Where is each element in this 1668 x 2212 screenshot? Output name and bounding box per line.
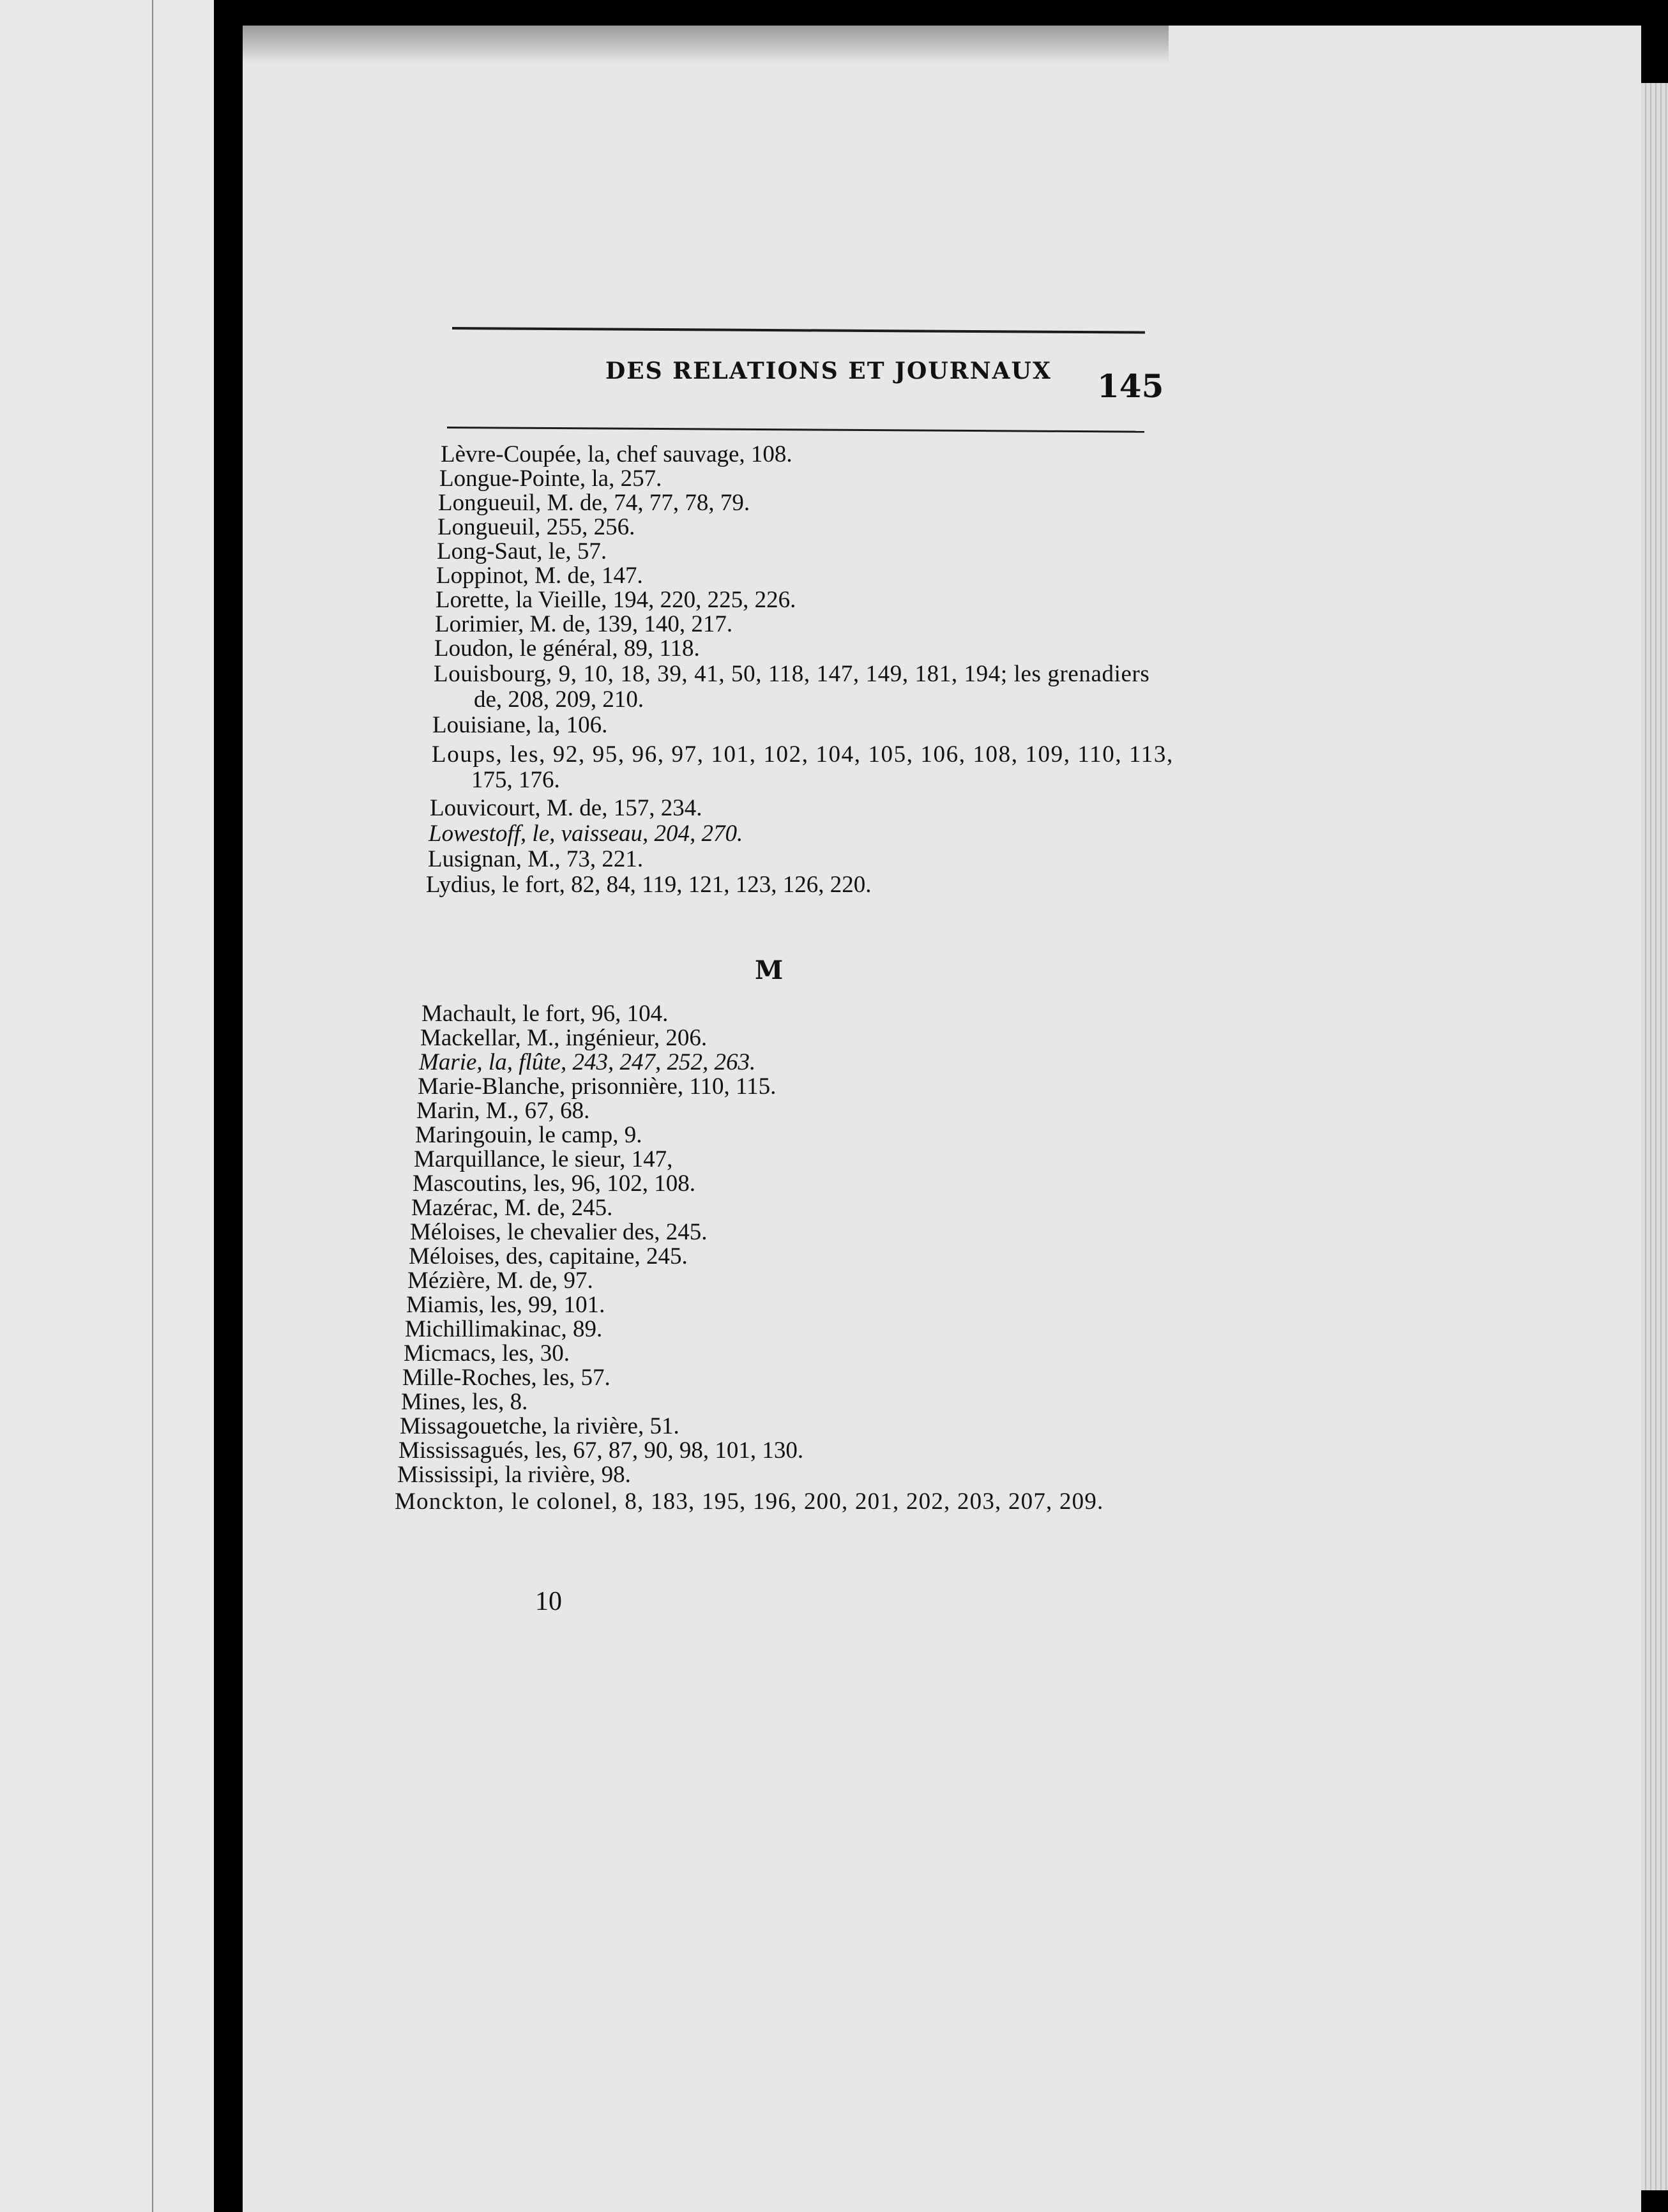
index-entry-continuation: de, 208, 209, 210. <box>474 686 644 713</box>
index-entry: Lowestoff, le, vaisseau, 204, 270. <box>428 821 743 847</box>
index-entry: Longueuil, M. de, 74, 77, 78, 79. <box>438 490 750 516</box>
signature-mark: 10 <box>535 1587 562 1616</box>
index-entry: Méloises, des, capitaine, 245. <box>409 1243 688 1269</box>
running-head: DES RELATIONS ET JOURNAUX <box>605 358 1052 384</box>
index-entry: Maringouin, le camp, 9. <box>415 1122 642 1148</box>
index-entry: Monckton, le colonel, 8, 183, 195, 196, 200, 201, 202, 203, 207, 209. <box>395 1489 1104 1515</box>
index-entry: Louvicourt, M. de, 157, 234. <box>430 795 702 821</box>
index-entry: Loppinot, M. de, 147. <box>436 563 643 589</box>
index-entry: Louisbourg, 9, 10, 18, 39, 41, 50, 118, 147, 149, 181, 194; les grenadiers <box>434 661 1150 687</box>
index-entry: Mines, les, 8. <box>401 1389 528 1415</box>
index-entry: Mézière, M. de, 97. <box>407 1268 593 1294</box>
index-entry: Lusignan, M., 73, 221. <box>428 846 644 872</box>
index-entry: Longue-Pointe, la, 257. <box>439 466 662 492</box>
index-entry: Micmacs, les, 30. <box>404 1340 570 1367</box>
index-entry: Mackellar, M., ingénieur, 206. <box>420 1025 708 1051</box>
section-letter: M <box>755 955 784 985</box>
index-entry: Mille-Roches, les, 57. <box>402 1365 610 1391</box>
index-entry: Missagouetche, la rivière, 51. <box>400 1413 679 1439</box>
index-entry: Marquillance, le sieur, 147, <box>414 1146 673 1172</box>
index-entry: Long-Saut, le, 57. <box>437 538 607 564</box>
index-entry: Machault, le fort, 96, 104. <box>421 1001 669 1027</box>
index-entry: Mississipi, la rivière, 98. <box>397 1462 631 1488</box>
index-entry-continuation: 175, 176. <box>471 767 560 793</box>
index-entry: Michillimakinac, 89. <box>405 1316 603 1342</box>
index-entry: Méloises, le chevalier des, 245. <box>410 1219 708 1245</box>
index-entry: Lorette, la Vieille, 194, 220, 225, 226. <box>436 587 796 613</box>
index-entry: Mississagués, les, 67, 87, 90, 98, 101, 130. <box>398 1437 804 1464</box>
index-entry: Mascoutins, les, 96, 102, 108. <box>413 1170 695 1197</box>
index-entry: Lydius, le fort, 82, 84, 119, 121, 123, 126, 220. <box>426 872 872 898</box>
index-entry: Marie, la, flûte, 243, 247, 252, 263. <box>419 1049 756 1075</box>
index-entry: Marin, M., 67, 68. <box>416 1098 590 1124</box>
page-number: 145 <box>1097 367 1164 405</box>
index-entry: Marie-Blanche, prisonnière, 110, 115. <box>418 1073 777 1100</box>
index-entry: Lorimier, M. de, 139, 140, 217. <box>435 611 733 637</box>
index-entry: Loudon, le général, 89, 118. <box>434 635 700 662</box>
index-entry: Miamis, les, 99, 101. <box>406 1292 605 1318</box>
index-entry: Longueuil, 255, 256. <box>437 514 635 540</box>
index-entry: Mazérac, M. de, 245. <box>411 1195 613 1221</box>
index-entry: Louisiane, la, 106. <box>432 712 608 738</box>
index-entry: Lèvre-Coupée, la, chef sauvage, 108. <box>441 441 792 467</box>
index-entry: Loups, les, 92, 95, 96, 97, 101, 102, 104, 105, 106, 108, 109, 110, 113, <box>432 741 1174 768</box>
